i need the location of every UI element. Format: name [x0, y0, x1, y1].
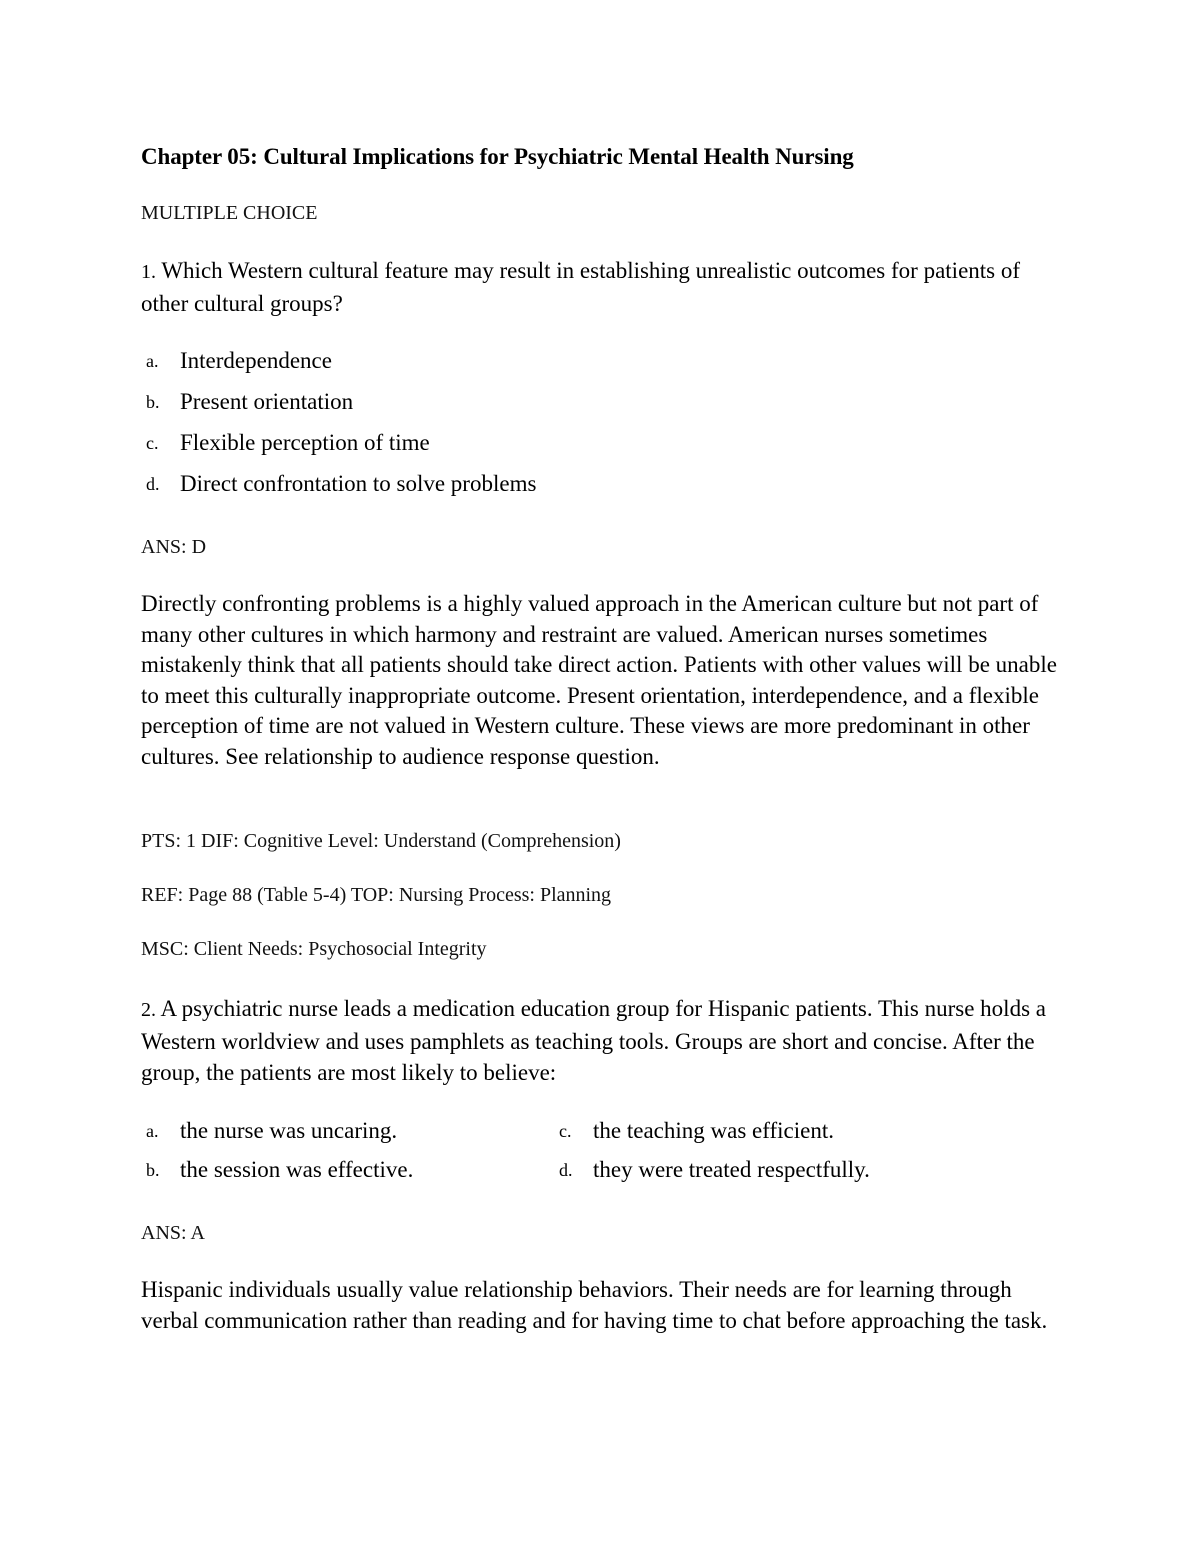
question-2-rationale: Hispanic individuals usually value relationship behaviors. Their needs are for learning through verbal communication rather than reading and for having time to chat before approaching the task.: [141, 1277, 1048, 1333]
question-1-option-d: [141, 471, 536, 501]
option-letter: c.: [146, 433, 159, 453]
option-letter: b.: [146, 392, 160, 412]
option-text: Direct confrontation to solve problems: [180, 471, 537, 496]
question-2-option-c: [554, 1118, 834, 1148]
question-1-number: 1.: [141, 261, 156, 283]
question-1-option-a: [141, 348, 332, 378]
chapter-title: Chapter 05: Cultural Implications for Psychiatric Mental Health Nursing: [141, 144, 854, 169]
option-text: Interdependence: [180, 348, 332, 373]
option-text: the teaching was efficient.: [593, 1118, 834, 1143]
question-1-rationale: Directly confronting problems is a highly valued approach in the American culture but not part of many other cultures in which harmony and restraint are valued. American nurses sometimes mistakenly think that all patients should take direct action. Patients with other values will be unable to meet this culturally inappropriate outcome. Present orientation, interdependence, and a flexible perception of time are not valued in Western culture. These views are more predominant in other cultures. See relationship to audience response question.: [141, 591, 1057, 769]
question-2-option-a: [141, 1118, 397, 1148]
question-1-option-b: [141, 389, 353, 419]
question-2-option-d: [554, 1157, 870, 1187]
question-1-ref: REF: Page 88 (Table 5-4) TOP: Nursing Process: Planning: [141, 884, 612, 906]
option-letter: a.: [146, 351, 159, 371]
question-2-answer: ANS: A: [141, 1222, 205, 1244]
option-text: they were treated respectfully.: [593, 1157, 870, 1182]
option-letter: d.: [559, 1160, 573, 1180]
question-2-stem: [141, 993, 1061, 1088]
option-letter: a.: [146, 1121, 159, 1141]
question-2-text: A psychiatric nurse leads a medication education group for Hispanic patients. This nurse holds a Western worldview and uses pamphlets as teaching tools. Groups are short and concise. After the group, the patients are most likely to believe:: [141, 996, 1046, 1085]
question-1-msc: MSC: Client Needs: Psychosocial Integrity: [141, 938, 487, 960]
question-1-option-c: [141, 430, 430, 460]
question-1-stem: [141, 255, 1061, 319]
option-text: the nurse was uncaring.: [180, 1118, 398, 1143]
question-1-text: Which Western cultural feature may result in establishing unrealistic outcomes for patients of other cultural groups?: [141, 258, 1021, 316]
question-2-option-b: [141, 1157, 413, 1187]
section-heading: MULTIPLE CHOICE: [141, 202, 318, 224]
question-1-answer: ANS: D: [141, 536, 207, 558]
option-text: the session was effective.: [180, 1157, 414, 1182]
option-letter: c.: [559, 1121, 572, 1141]
question-1-pts: PTS: 1 DIF: Cognitive Level: Understand (Comprehension): [141, 830, 621, 852]
option-text: Present orientation: [180, 389, 354, 414]
option-letter: d.: [146, 474, 160, 494]
option-letter: b.: [146, 1160, 160, 1180]
option-text: Flexible perception of time: [180, 430, 430, 455]
question-2-number: 2.: [141, 999, 156, 1021]
